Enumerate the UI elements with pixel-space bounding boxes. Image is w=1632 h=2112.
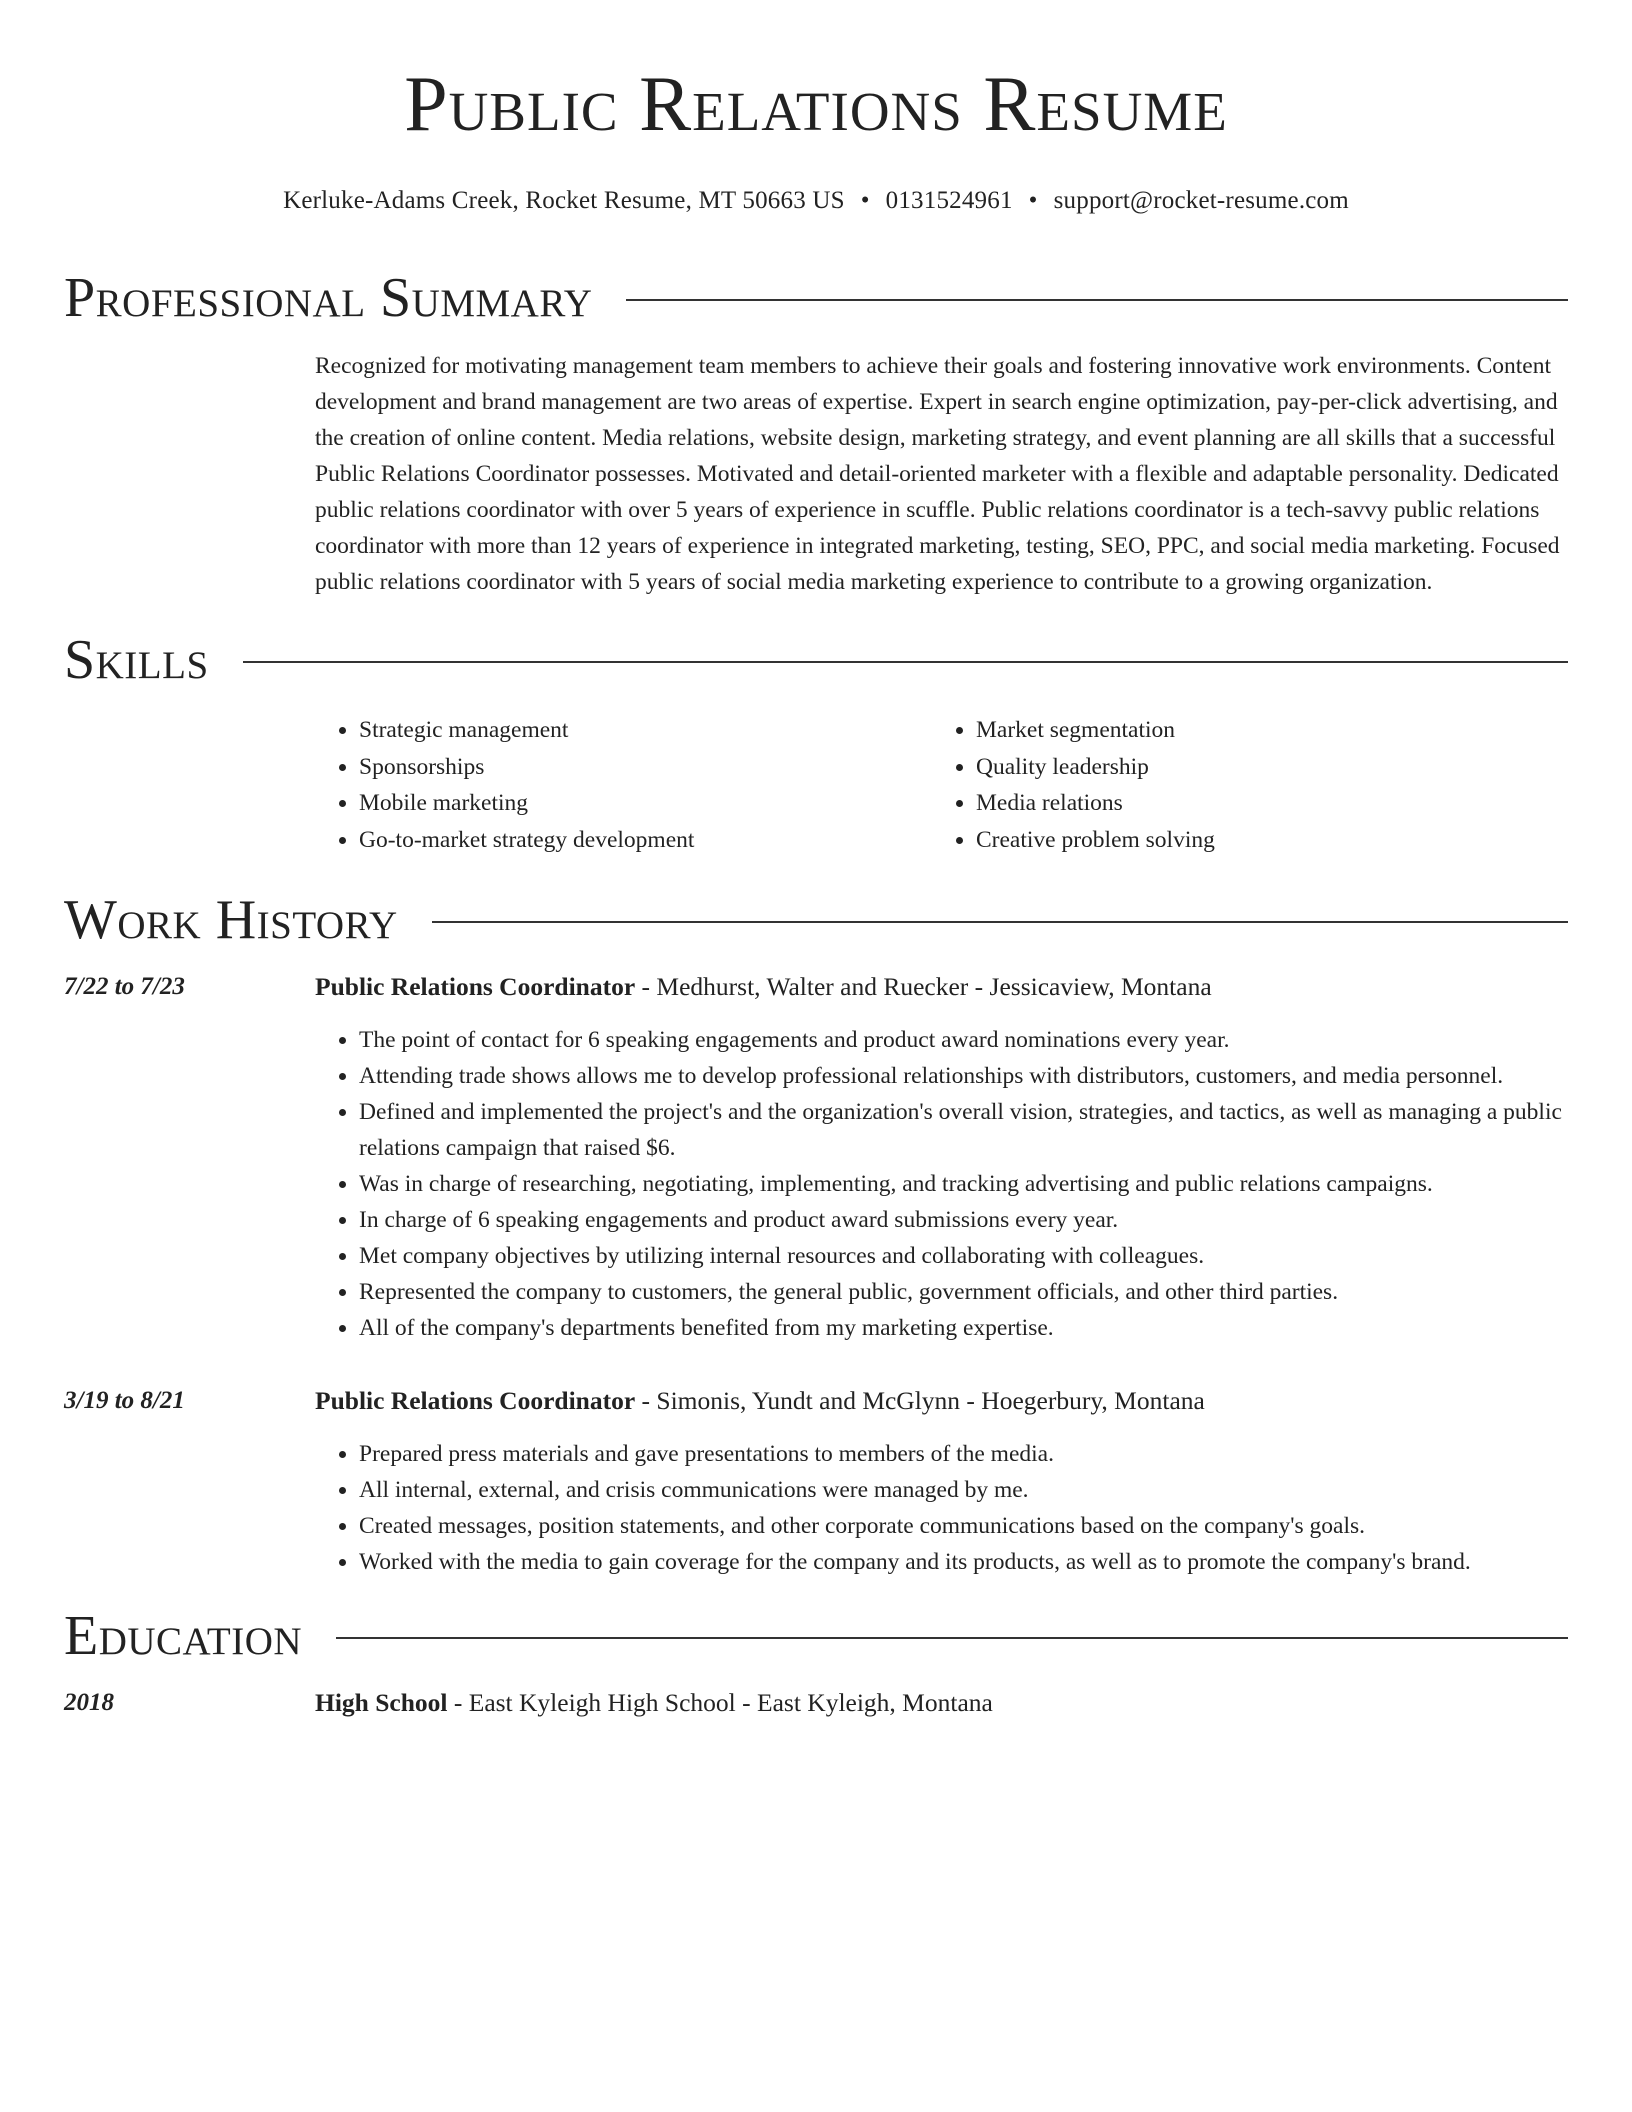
work-bullet: • Met company objectives by utilizing internal resources and collaborating with colleagues. (359, 1238, 1568, 1274)
work-bullet: • The point of contact for 6 speaking engagements and product award nominations every year. (359, 1022, 1568, 1058)
skills-heading: Skills (64, 629, 209, 691)
education-title-line (315, 1682, 1568, 1724)
job-title: Public Relations Coordinator (315, 1386, 636, 1415)
contact-email: support@rocket-resume.com (1053, 187, 1349, 214)
work-section-header (64, 888, 1568, 952)
education-entry (64, 1682, 1568, 1724)
work-bullet: • All of the company's departments benefited from my marketing expertise. (359, 1310, 1568, 1346)
contact-line (64, 186, 1568, 216)
section-divider (336, 1637, 1568, 1639)
work-bullet: • Worked with the media to gain coverage for the company and its products, as well as to promote the company's brand. (359, 1544, 1568, 1580)
contact-address: Kerluke-Adams Creek, Rocket Resume, MT 50663 US (283, 187, 845, 214)
skill-item: • Quality leadership (976, 749, 1549, 786)
section-divider (626, 299, 1568, 301)
skill-item: • Go-to-market strategy development (359, 822, 932, 859)
education-entry-detail (315, 1682, 1568, 1724)
skills-section-header (64, 628, 1568, 692)
work-entry-detail (315, 966, 1568, 1346)
summary-text: Recognized for motivating management team members to achieve their goals and fostering innovative work environments. Content development and brand management are two areas of expertise. Expert in search engine optimization, pay-per-click advertising, and the creation of online content. Media relations, website design, marketing strategy, and event planning are all skills that a successful Public Relations Coordinator possesses. Motivated and detail-oriented marketer with a flexible and adaptable personality. Dedicated public relations coordinator with over 5 years of experience in scuffle. Public relations coordinator is a tech-savvy public relations coordinator with more than 12 years of experience in integrated marketing, testing, SEO, PPC, and social media marketing. Focused public relations coordinator with 5 years of social media marketing experience to contribute to a growing organization. (315, 353, 1560, 595)
skill-item: • Creative problem solving (976, 822, 1549, 859)
skill-item: • Sponsorships (359, 749, 932, 786)
education-heading: Education (64, 1605, 303, 1667)
summary-block (315, 348, 1568, 600)
work-heading: Work History (64, 889, 398, 951)
resume-title: Public Relations Resume (404, 60, 1228, 147)
work-bullet: • Created messages, position statements, and other corporate communications based on the company's goals. (359, 1508, 1568, 1544)
summary-heading: Professional Summary (64, 267, 593, 329)
skill-item: • Market segmentation (976, 712, 1549, 749)
section-divider (432, 921, 1568, 923)
education-section-header (64, 1604, 1568, 1668)
work-entry-bullets (315, 1436, 1568, 1580)
contact-separator: • (860, 187, 870, 214)
education-school: - East Kyleigh High School - East Kyleigh, Montana (447, 1688, 993, 1717)
section-divider (243, 661, 1568, 663)
skills-column-right (932, 712, 1549, 858)
work-bullet: • Was in charge of researching, negotiating, implementing, and tracking advertising and public relations campaigns. (359, 1166, 1568, 1202)
work-entry (64, 966, 1568, 1346)
summary-section-header (64, 266, 1568, 330)
skills-column-left (315, 712, 932, 858)
work-bullet: • Prepared press materials and gave presentations to members of the media. (359, 1436, 1568, 1472)
work-bullet: • In charge of 6 speaking engagements and product award submissions every year. (359, 1202, 1568, 1238)
work-entry-title-line (315, 966, 1568, 1008)
skill-item: • Strategic management (359, 712, 932, 749)
work-entry-date: 3/19 to 8/21 (64, 1387, 185, 1414)
work-entry-date: 7/22 to 7/23 (64, 973, 185, 1000)
work-bullet: • Attending trade shows allows me to develop professional relationships with distributors, customers, and media personnel. (359, 1058, 1568, 1094)
job-company: - Medhurst, Walter and Ruecker - Jessicaview, Montana (635, 972, 1212, 1001)
skills-block (315, 712, 1568, 858)
work-bullet: • Defined and implemented the project's and the organization's overall vision, strategies, and tactics, as well as managing a public relations campaign that raised $6. (359, 1094, 1568, 1166)
education-degree: High School (315, 1688, 448, 1717)
education-entry-date: 2018 (64, 1689, 114, 1716)
work-bullet: • All internal, external, and crisis communications were managed by me. (359, 1472, 1568, 1508)
contact-phone: 0131524961 (885, 187, 1013, 214)
job-title: Public Relations Coordinator (315, 972, 636, 1001)
contact-separator: • (1028, 187, 1038, 214)
work-entry-title-line (315, 1380, 1568, 1422)
work-entry-bullets (315, 1022, 1568, 1346)
work-entry-detail (315, 1380, 1568, 1580)
skill-item: • Media relations (976, 785, 1549, 822)
work-bullet: • Represented the company to customers, the general public, government officials, and other third parties. (359, 1274, 1568, 1310)
work-entry (64, 1380, 1568, 1580)
skill-item: • Mobile marketing (359, 785, 932, 822)
job-company: - Simonis, Yundt and McGlynn - Hoegerbury, Montana (635, 1386, 1205, 1415)
